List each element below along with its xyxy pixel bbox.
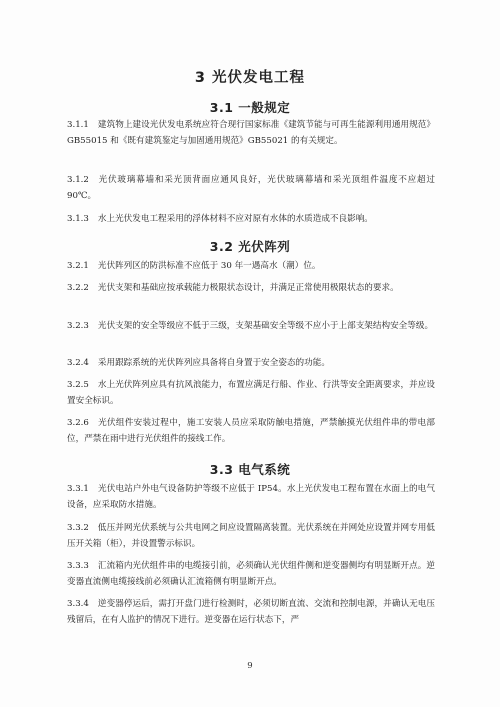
clause-paragraph (67, 355, 435, 371)
clause-number: 3.2.2 (67, 283, 89, 293)
clause-number: 3.2.4 (67, 358, 89, 368)
clause-paragraph (67, 481, 435, 513)
clause-paragraph (67, 318, 435, 334)
clause-text: 光伏玻璃幕墙和采光顶背面应通风良好，光伏玻璃幕墙和采光顶组件温度不应超过 90℃。 (67, 175, 435, 201)
clause-text: 光伏支架和基础应按承载能力极限状态设计，并满足正常使用极限状态的要求。 (97, 283, 399, 293)
section-title: 3.3 电气系统 (209, 462, 291, 477)
clause-text: 汇流箱内光伏组件串的电缆接引前，必须确认光伏组件侧和逆变器侧均有明显断开点。逆变器直流侧电缆接线前必须确认汇流箱侧有明显断开点。 (67, 561, 435, 587)
section-title: 3.2 光伏阵列 (209, 239, 291, 254)
clause-number: 3.2.6 (67, 418, 89, 428)
clause-text: 水上光伏发电工程采用的浮体材料不应对原有水体的水质造成不良影响。 (97, 214, 373, 224)
clause-number: 3.2.5 (67, 380, 89, 390)
clause-paragraph (67, 280, 435, 296)
clause-number: 3.2.3 (67, 321, 89, 331)
clause-paragraph (67, 211, 435, 227)
clause-text: 低压并网光伏系统与公共电网之间应设置隔离装置。光伏系统在并网处应设置并网专用低压开关箱（柜），并设置警示标识。 (67, 523, 435, 549)
clause-text: 采用跟踪系统的光伏阵列应具备将自身置于安全姿态的功能。 (97, 358, 330, 368)
clause-number: 3.3.3 (67, 561, 89, 571)
clause-text: 光伏组件安装过程中，施工安装人员应采取防触电措施，严禁触摸光伏组件串的带电部位，严禁在雨中进行光伏组件的接线工作。 (67, 418, 435, 444)
clause-paragraph (67, 258, 435, 274)
page-number: 9 (247, 661, 253, 671)
clause-paragraph (67, 415, 435, 447)
clause-paragraph (67, 520, 435, 552)
clause-paragraph (67, 377, 435, 409)
clause-number: 3.1.1 (67, 120, 89, 130)
clause-number: 3.2.1 (67, 261, 89, 271)
clause-number: 3.3.2 (67, 523, 89, 533)
clause-text: 逆变器停运后，需打开盘门进行检测时，必须切断直流、交流和控制电源，并确认无电压残留后，在有人监护的情况下进行。逆变器在运行状态下，严 (67, 599, 435, 625)
clause-text: 光伏支架的安全等级应不低于三级，支架基础安全等级不应小于上部支架结构安全等级。 (97, 321, 434, 331)
section-title: 3.1 一般规定 (209, 100, 291, 115)
clause-text: 光伏阵列区的防洪标准不应低于 30 年一遇高水（潮）位。 (97, 261, 321, 271)
clause-text: 光伏电站户外电气设备防护等级不应低于 IP54。水上光伏发电工程布置在水面上的电气设备，应采取防水措施。 (67, 484, 435, 510)
chapter-title: 3 光伏发电工程 (194, 70, 306, 86)
clause-paragraph (67, 596, 435, 628)
clause-number: 3.1.2 (67, 175, 89, 185)
clause-text: 水上光伏阵列应具有抗风浪能力，布置应满足行船、作业、行洪等安全距离要求，并应设置安全标识。 (67, 380, 435, 406)
clause-number: 3.3.1 (67, 484, 89, 494)
clause-text: 建筑物上建设光伏发电系统应符合现行国家标准《建筑节能与可再生能源利用通用规范》GB55015 和《既有建筑鉴定与加固通用规范》GB55021 的有关规定。 (67, 120, 435, 146)
clause-paragraph (67, 117, 435, 149)
clause-number: 3.1.3 (67, 214, 89, 224)
clause-paragraph (67, 558, 435, 590)
clause-paragraph (67, 172, 435, 204)
clause-number: 3.3.4 (67, 599, 89, 609)
